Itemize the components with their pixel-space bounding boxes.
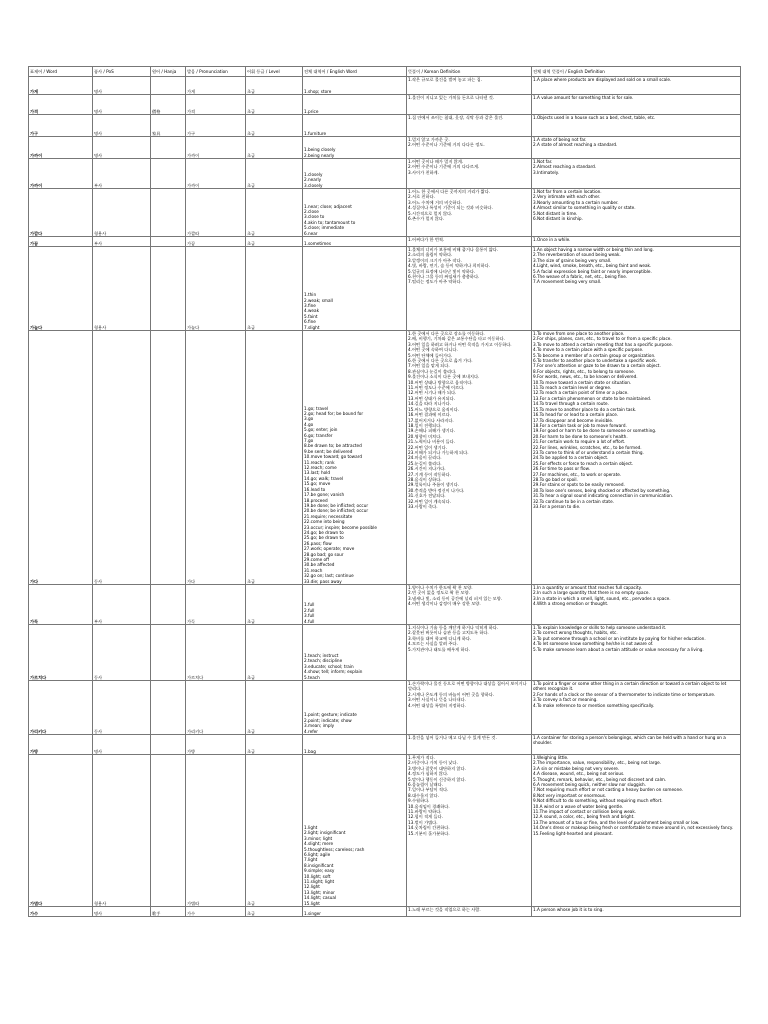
cell-english-definition: 1.Not far from a certain location. 2.Very intimate with each other. 3.Nearly amounting to a certain number. 4.Almost similar to something in quality or state. 5.Not distant in time. 6.Not distant in kinship. [532,189,741,237]
cell-word: 가볍다 [29,755,93,907]
cell-pos: 부사 [93,159,151,189]
cell-english-word: 1.full 2.full 3.full 4.full [303,585,407,625]
cell-english-word: 1.bag [303,735,407,755]
cell-word: 가방 [29,735,93,755]
cell-english-word: 1.sometimes [303,237,407,247]
cell-level: 초급 [246,115,303,137]
cell-english-definition: 1.To move from one place to another place. 2.For ships, planes, cars, etc., to travel to or from a specific place. 3.To move to attend a certain meeting that has a specific purpose. 4.To move to a certain place with a specific purpose. 5.To become a member of a certain group or organization. 6.To transfer to another place to undertake a specific work. 7.For one's attention or gaze to be drawn to a certain object. 8.For objects, rights, etc., to belong to someone. 9.For words, news, etc., to be known or delivered. 10.To move toward a certain state or situation. 11.To reach a certain level or degree. 12.To reach a certain point of time or a place. 13.For a certain phenomenon or state to be maintained. 14.To travel through a certain route. 15.To move to another place to do a certain task. 16.To head for or lead to a certain place. 17.To disappear and become invisible. 18.For a certain task or job to move forward. 19.For good or harm to be done to someone or something. 20.For harm to be done to someone's health. 21.For certain work to require a lot of effort. 22.For lines, wrinkles, scratches, etc., to be formed. 23.To come to think of or understand a certain thing. 24.To be applied to a certain object. 25.For effects or force to reach a certain object. 26.For time to pass or flow. 27.For machines, etc., to work or operate. 28.To go bad or spoil. 29.For stains or spots to be easily removed. 30.To lose one's senses, being shocked or affected by something. 31.To hear a signal sound indicating connection in communication. 32.To continue to be in a certain state. 33.For a person to die. [532,331,741,585]
table-row [29,625,741,681]
cell-korean-definition: 1.손가락이나 물건 등으로 어떤 방향이나 대상을 집어서 보이거나 알리다. 2.시계나 온도계 등의 바늘이 어떤 곳을 향하다. 3.어떤 사실이나 뜻을 나타내다. 4.어떤 대상을 특별히 지정하다. [407,681,532,735]
cell-english-word: 1.closely 2.nearly 3.closely [303,159,407,189]
cell-hanja: 家具 [151,115,186,137]
cell-pronunciation: 가르치다 [186,625,246,681]
cell-english-definition: 1.An object having a narrow width or being thin and long. 2.The reverberation of sound being weak. 3.The size of grains being very small. 4.Light, wind, smoke, breath, etc., being faint and weak. 5.A facial expression being faint or nearly imperceptible. 6.The weave of a fabric, net, etc., being fine. 7.A movement being very small. [532,247,741,331]
cell-level: 초급 [246,237,303,247]
cell-word: 가르치다 [29,625,93,681]
cell-korean-definition: 1.지식이나 기술 등을 깨닫게 하거나 익히게 하다. 2.잘못된 버릇이나 습관 등을 고치도록 하다. 3.학비를 대어 학교에 다니게 하다. 4.모르는 사실을 알려 주다. 5.가치관이나 태도를 배우게 하다. [407,625,532,681]
header-row [29,67,741,77]
cell-korean-definition: 1.멀지 않고 가까운 곳. 2.어떤 수준이나 기준에 거의 다다른 정도. [407,137,532,159]
cell-pronunciation: 가볍따 [186,755,246,907]
table-row [29,247,741,331]
cell-english-definition: 1.A state of being not far. 2.A state of almost reaching a standard. [532,137,741,159]
cell-korean-definition: 1.어쩌다가 한 번씩. [407,237,532,247]
cell-pos: 명사 [93,907,151,917]
cell-english-definition: 1.Not far. 2.Almost reaching a standard. 3.Intimately. [532,159,741,189]
table-row [29,907,741,917]
cell-english-definition: 1.A value amount for something that is for sale. [532,95,741,115]
cell-korean-definition: 1.집 안에서 쓰이는 침대, 옷장, 식탁 등과 같은 물건. [407,115,532,137]
header-pronunciation: 발음 / Pronunciation [186,67,246,77]
cell-korean-definition: 1.한 곳에서 다른 곳으로 장소를 이동하다. 2.배, 비행기, 기차와 같은 교통수단을 타고 이동하다. 3.어떤 일을 하려고 하거나 어떤 목적을 가지고 이동하다. 4.어떤 곳에 속하여 다니다. 5.어떤 단체에 들어가다. 6.한 곳에서 다른 곳으로 옮겨 가다. 7.어떤 일을 맡게 되다. 8.관심이나 눈길이 쏠리다. 9.물건이나 소식이 다른 곳에 보내지다. 10.어떤 상태나 방향으로 움직이다. 11.어떤 정도나 수준에 이르다. 12.어떤 시기나 때가 되다. 13.어떤 상태가 유지되다. 14.길을 따라 지나가다. 15.어느 방향으로 움직이다. 16.어떤 결과에 이르다. 17.없어지거나 사라지다. 18.일이 진행되다. 19.손해나 피해가 생기다. 20.영향이 미치다. 21.노력이나 비용이 들다. 22.어떤 일이 생기다. 23.이해가 되거나 가능하게 되다. 24.마음이 끌리다. 25.눈길이 쏠리다. 26.시간이 지나가다. 27.기계 등이 작동하다. 28.음식이 상하다. 29.얼룩이나 주름이 생기다. 30.충격을 받아 정신이 나가다. 31.신호가 전달되다. 32.어떤 일이 계속되다. 33.사람이 죽다. [407,331,532,585]
cell-pos: 형용사 [93,247,151,331]
table-row [29,735,741,755]
cell-pronunciation: 가깝따 [186,189,246,237]
cell-level: 초급 [246,159,303,189]
table-row [29,585,741,625]
cell-pos: 명사 [93,77,151,95]
cell-english-word: 1.teach; instruct 2.teach; discipline 3.educate; school; train 4.show; tell; inform; explain 5.teach [303,625,407,681]
cell-hanja [151,137,186,159]
cell-level: 초급 [246,625,303,681]
cell-korean-definition: 1.물건을 넣어 들거나 메고 다닐 수 있게 만든 것. [407,735,532,755]
cell-word: 가리키다 [29,681,93,735]
header-word: 표제어 / Word [29,67,93,77]
cell-pronunciation: 가늘다 [186,247,246,331]
cell-hanja: 歌手 [151,907,186,917]
cell-english-word: 1.point; gesture; indicate 2.point; indicate; show 3.mean; imply 4.refer [303,681,407,735]
cell-level: 초급 [246,907,303,917]
cell-pronunciation: 가격 [186,95,246,115]
cell-hanja [151,755,186,907]
cell-pronunciation: 가까이 [186,159,246,189]
cell-pos: 명사 [93,95,151,115]
cell-word: 가까이 [29,137,93,159]
table-row [29,189,741,237]
cell-pronunciation: 가끔 [186,237,246,247]
table-row [29,237,741,247]
cell-korean-definition: 1.작은 규모로 물건을 벌여 놓고 파는 집. [407,77,532,95]
table-row [29,331,741,585]
header-pos: 품사 / PoS [93,67,151,77]
table-row [29,95,741,115]
cell-word: 가득 [29,585,93,625]
cell-word: 가다 [29,331,93,585]
cell-english-word: 1.furniture [303,115,407,137]
cell-korean-definition: 1.무게가 적다. 2.비중이나 가치 등이 낮다. 3.병이나 잘못이 대단하지 않다. 4.정도가 심하지 않다. 5.말이나 행동이 신중하지 않다. 6.몸놀림이 날래다. 7.일이나 부담이 적다. 8.대수롭지 않다. 9.수월하다. 10.움직임이 경쾌하다. 11.바람이 약하다. 12.힘이 적게 들다. 13.벌이 가볍다. 14.옷차림이 간편하다. 15.기분이 홀가분하다. [407,755,532,907]
cell-pos: 명사 [93,735,151,755]
cell-level: 초급 [246,189,303,237]
cell-pronunciation: 가리키다 [186,681,246,735]
cell-level: 초급 [246,735,303,755]
cell-english-definition: 1.A place where products are displayed and sold on a small scale. [532,77,741,95]
cell-pronunciation: 가까이 [186,137,246,159]
cell-word: 가끔 [29,237,93,247]
header-level: 어휘 등급 / Level [246,67,303,77]
header-english-definition: 전체 대역 뜻풀이 / English Definition [532,67,741,77]
cell-english-definition: 1.A container for storing a person's belongings, which can be held with a hand or hung on a shoulder. [532,735,741,755]
table-row [29,159,741,189]
cell-word: 가게 [29,77,93,95]
cell-pos: 명사 [93,137,151,159]
cell-english-word: 1.near; close; adjacent 2.close 3.close to 4.akin to; tantamount to 5.close; immediate 6.near [303,189,407,237]
cell-word: 가수 [29,907,93,917]
cell-word: 가까이 [29,159,93,189]
cell-level: 초급 [246,585,303,625]
cell-word: 가깝다 [29,189,93,237]
cell-hanja [151,625,186,681]
cell-english-word: 1.light 2.light; insignificant 3.minor; light 4.slight; mere 5.thoughtless; careless; rash 6.light; agile 7.light 8.insignificant 9.simple; easy 10.light; soft 11.slight; light 12.light 13.light; minor 14.light; casual 15.light [303,755,407,907]
cell-pos: 부사 [93,585,151,625]
vocabulary-table [28,66,741,917]
table-row [29,115,741,137]
table-row [29,755,741,907]
cell-pos: 형용사 [93,189,151,237]
header-hanja: 원어 / Hanja [151,67,186,77]
cell-english-definition: 1.Once in a while. [532,237,741,247]
cell-hanja [151,331,186,585]
cell-level: 초급 [246,331,303,585]
cell-korean-definition: 1.양이나 수치가 한도에 꽉 찬 모양. 2.빈 곳이 없을 정도로 꽉 찬 모양. 3.냄새나 빛, 소리 등이 공간에 널리 퍼져 있는 모양. 4.어떤 생각이나 감정이 매우 강한 모양. [407,585,532,625]
cell-pos: 동사 [93,625,151,681]
cell-english-definition: 1.A person whose job it is to sing. [532,907,741,917]
table-body [29,77,741,917]
cell-hanja [151,159,186,189]
cell-pos: 동사 [93,681,151,735]
cell-pronunciation: 가수 [186,907,246,917]
cell-hanja [151,77,186,95]
vocabulary-sheet [28,66,740,917]
header-english-word: 전체 대역어 / English Word [303,67,407,77]
cell-english-definition: 1.To point a finger or some other thing in a certain direction or toward a certain object to let others recognize it. 2.For hands of a clock or the sensor of a thermometer to indicate time or temperature. 3.To convey a fact or meaning. 4.To make reference to or mention something specifically. [532,681,741,735]
cell-english-definition: 1.In a quantity or amount that reaches full capacity. 2.In such a large quantity that there is no empty space. 3.In a state in which a smell, light, sound, etc., pervades a space. 4.With a strong emotion or thought. [532,585,741,625]
cell-english-word: 1.go; travel 2.go; head for; be bound for 3.go 4.go 5.go; enter; join 6.go; transfer 7.go 8.be drawn to; be attracted 9.be sent; be delivered 10.move toward; go toward 11.reach; rank 12.reach; come 13.last; hold 14.go; walk; travel 15.go; move 16.lead to 17.be gone; vanish 18.proceed 19.be done; be inflicted; occur 20.be done; be inflicted; occur 21.require; necessitate 22.come into being 23.occur; inspire; become possible 24.go; be drawn to 25.go; be drawn to 26.pass; flow 27.work; operate; move 28.go bad; go sour 29.come off 30.be affected 31.reach 32.go on; last; continue 33.die; pass away [303,331,407,585]
table-row [29,681,741,735]
table-row [29,77,741,95]
cell-pos: 형용사 [93,755,151,907]
cell-korean-definition: 1.노래 부르는 것을 직업으로 하는 사람. [407,907,532,917]
cell-korean-definition: 1.어느 한 곳에서 다른 곳까지의 거리가 짧다. 2.서로 친하다. 3.어느 수치에 거의 비슷하다. 4.성질이나 특성이 기준이 되는 것과 비슷하다. 5.시간적으로 멀지 않다. 6.촌수가 멀지 않다. [407,189,532,237]
cell-english-word: 1.price [303,95,407,115]
cell-hanja [151,585,186,625]
table-row [29,137,741,159]
cell-word: 가늘다 [29,247,93,331]
cell-hanja [151,681,186,735]
cell-pos: 부사 [93,237,151,247]
cell-pronunciation: 가득 [186,585,246,625]
cell-english-definition: 1.Weighing little. 2.The importance, value, responsibility, etc., being not large. 3.A sin or mistake being not very severe. 4.A disease, wound, etc., being not serious. 5.Thought, remark, behavior, etc., being not discreet and calm. 6.A movement being quick, neither slow nor sluggish. 7.Not requiring much effort or not casting a heavy burden on someone. 8.Not very important or enormous. 9.Not difficult to do something, without requiring much effort. 10.A wind or a wave of water being gentle. 11.The impact of contact or collision being weak. 12.A sound, a color, etc., being fresh and bright. 13.The amount of a tax or fine, and the level of punishment being small or low. 14.One's dress or makeup being fresh or comfortable to move around in, not excessively fancy. 15.Feeling light-hearted and pleasant. [532,755,741,907]
header-korean-definition: 뜻풀이 / Korean Definition [407,67,532,77]
cell-english-word: 1.being closely 2.being nearly [303,137,407,159]
cell-level: 초급 [246,77,303,95]
cell-hanja [151,189,186,237]
cell-hanja [151,735,186,755]
cell-english-word: 1.shop; store [303,77,407,95]
cell-korean-definition: 1.물체의 너비가 보통에 비해 좁거나 몸통이 얇다. 2.소리의 울림이 약하다. 3.알갱이의 크기가 아주 작다. 4.빛, 바람, 연기, 숨 등이 약하거나 희미하다. 5.얼굴의 표정에 나타난 빛이 약하다. 6.천이나 그물 등의 짜임새가 촘촘하다. 7.떨리는 정도가 아주 약하다. [407,247,532,331]
cell-pronunciation: 가구 [186,115,246,137]
cell-korean-definition: 1.어떤 곳이나 때가 멀지 않게. 2.어떤 수준이나 기준에 거의 다다르게. 3.사이가 친하게. [407,159,532,189]
cell-korean-definition: 1.물건이 지니고 있는 가치를 돈으로 나타낸 것. [407,95,532,115]
cell-hanja [151,247,186,331]
cell-level: 초급 [246,95,303,115]
cell-hanja: 價格 [151,95,186,115]
cell-english-definition: 1.To explain knowledge or skills to help someone understand it. 2.To correct wrong thoughts, habits, etc. 3.To put someone through a school or an institute by paying for his/her education. 4.To let someone know something he/she is not aware of. 5.To make someone learn about a certain attitude or value necessary for a living. [532,625,741,681]
cell-pronunciation: 가게 [186,77,246,95]
cell-hanja [151,237,186,247]
cell-level: 초급 [246,755,303,907]
cell-english-word: 1.singer [303,907,407,917]
cell-word: 가격 [29,95,93,115]
cell-english-word: 1.thin 2.weak; small 3.fine 4.weak 5.faint 6.fine 7.slight [303,247,407,331]
cell-pos: 동사 [93,331,151,585]
cell-pronunciation: 가방 [186,735,246,755]
cell-english-definition: 1.Objects used in a house such as a bed, chest, table, etc. [532,115,741,137]
cell-level: 초급 [246,681,303,735]
cell-pronunciation: 가다 [186,331,246,585]
cell-level: 초급 [246,137,303,159]
cell-pos: 명사 [93,115,151,137]
cell-word: 가구 [29,115,93,137]
cell-level: 초급 [246,247,303,331]
